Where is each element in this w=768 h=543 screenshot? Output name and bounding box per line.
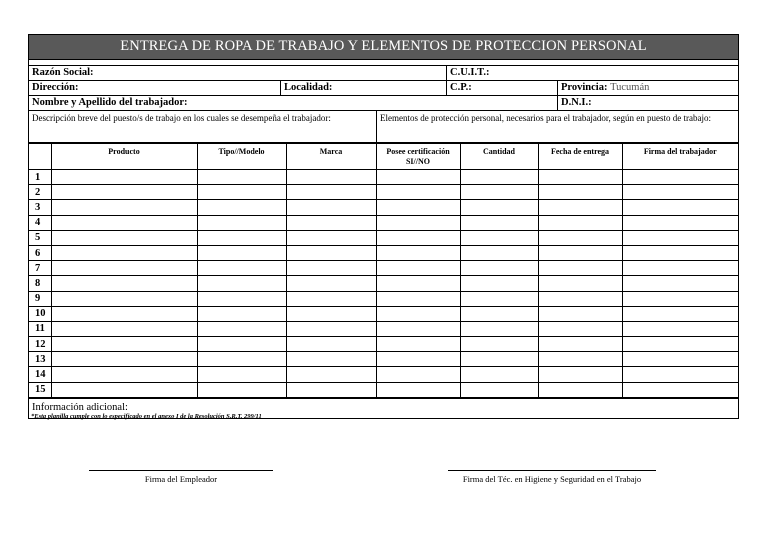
table-row <box>29 291 738 306</box>
cantidad-cell[interactable] <box>460 352 538 367</box>
producto-cell[interactable] <box>51 261 197 276</box>
certificacion-cell[interactable] <box>376 352 460 367</box>
marca-cell[interactable] <box>286 367 376 382</box>
cantidad-cell[interactable] <box>460 245 538 260</box>
header-tipo-modelo: Tipo//Modelo <box>197 144 286 170</box>
footnote: *Esta planilla cumple con lo especificado en el anexo I de la Resolución S.R.T. 299/11 <box>31 413 262 420</box>
tipo-modelo-cell[interactable] <box>197 261 286 276</box>
tipo-modelo-cell[interactable] <box>197 245 286 260</box>
tipo-modelo-cell[interactable] <box>197 170 286 185</box>
fecha-entrega-cell[interactable] <box>538 321 622 336</box>
table-row <box>29 245 738 260</box>
worker-name-field[interactable]: Nombre y Apellido del trabajador: <box>32 97 188 108</box>
tipo-modelo-cell[interactable] <box>197 367 286 382</box>
firma-trabajador-cell[interactable] <box>622 230 738 245</box>
provincia-label: Provincia: <box>561 82 608 93</box>
row-number: 12 <box>29 337 51 352</box>
row-descriptions <box>29 111 738 143</box>
cantidad-cell[interactable] <box>460 367 538 382</box>
fecha-entrega-cell[interactable] <box>538 245 622 260</box>
cantidad-cell[interactable] <box>460 185 538 200</box>
row-number: 14 <box>29 367 51 382</box>
certificacion-cell[interactable] <box>376 321 460 336</box>
tipo-modelo-cell[interactable] <box>197 215 286 230</box>
row-number: 1 <box>29 170 51 185</box>
row-number: 7 <box>29 261 51 276</box>
fecha-entrega-cell[interactable] <box>538 200 622 215</box>
row-number: 10 <box>29 306 51 321</box>
table-row <box>29 337 738 352</box>
header-cantidad: Cantidad <box>460 144 538 170</box>
firma-trabajador-cell[interactable] <box>622 291 738 306</box>
table-row <box>29 230 738 245</box>
marca-cell[interactable] <box>286 321 376 336</box>
table-row <box>29 200 738 215</box>
producto-cell[interactable] <box>51 291 197 306</box>
table-row <box>29 170 738 185</box>
firma-trabajador-cell[interactable] <box>622 352 738 367</box>
localidad-field[interactable]: Localidad: <box>280 81 446 95</box>
firma-trabajador-cell[interactable] <box>622 215 738 230</box>
technician-signature-line[interactable] <box>448 470 656 471</box>
ppe-required-field[interactable]: Elementos de protección personal, necesarios para el trabajador, según en puesto de trabajo: <box>376 111 738 142</box>
fecha-entrega-cell[interactable] <box>538 215 622 230</box>
marca-cell[interactable] <box>286 306 376 321</box>
table-row <box>29 367 738 382</box>
row-number: 8 <box>29 276 51 291</box>
razon-social-field[interactable]: Razón Social: <box>32 67 94 78</box>
row-address <box>29 81 738 96</box>
fecha-entrega-cell[interactable] <box>538 291 622 306</box>
firma-trabajador-cell[interactable] <box>622 261 738 276</box>
row-number: 9 <box>29 291 51 306</box>
cantidad-cell[interactable] <box>460 215 538 230</box>
firma-trabajador-cell[interactable] <box>622 276 738 291</box>
cuit-field[interactable]: C.U.I.T.: <box>446 66 738 80</box>
certificacion-cell[interactable] <box>376 170 460 185</box>
header-firma-trabajador: Firma del trabajador <box>622 144 738 170</box>
fecha-entrega-cell[interactable] <box>538 276 622 291</box>
producto-cell[interactable] <box>51 321 197 336</box>
firma-trabajador-cell[interactable] <box>622 245 738 260</box>
cantidad-cell[interactable] <box>460 170 538 185</box>
tipo-modelo-cell[interactable] <box>197 321 286 336</box>
dni-field[interactable]: D.N.I.: <box>557 96 738 110</box>
tipo-modelo-cell[interactable] <box>197 382 286 397</box>
table-row <box>29 352 738 367</box>
employer-signature-label: Firma del Empleador <box>144 474 218 484</box>
producto-cell[interactable] <box>51 352 197 367</box>
row-number: 3 <box>29 200 51 215</box>
tipo-modelo-cell[interactable] <box>197 352 286 367</box>
certificacion-cell[interactable] <box>376 261 460 276</box>
cantidad-cell[interactable] <box>460 276 538 291</box>
fecha-entrega-cell[interactable] <box>538 261 622 276</box>
marca-cell[interactable] <box>286 170 376 185</box>
cantidad-cell[interactable] <box>460 230 538 245</box>
tipo-modelo-cell[interactable] <box>197 291 286 306</box>
fecha-entrega-cell[interactable] <box>538 306 622 321</box>
header-marca: Marca <box>286 144 376 170</box>
firma-trabajador-cell[interactable] <box>622 170 738 185</box>
certificacion-cell[interactable] <box>376 367 460 382</box>
ppe-delivery-form <box>28 34 739 419</box>
certificacion-cell[interactable] <box>376 306 460 321</box>
certificacion-cell[interactable] <box>376 245 460 260</box>
marca-cell[interactable] <box>286 382 376 397</box>
table-row <box>29 215 738 230</box>
marca-cell[interactable] <box>286 245 376 260</box>
form-title: ENTREGA DE ROPA DE TRABAJO Y ELEMENTOS DE PROTECCION PERSONAL <box>29 35 738 60</box>
cantidad-cell[interactable] <box>460 337 538 352</box>
marca-cell[interactable] <box>286 276 376 291</box>
table-row <box>29 185 738 200</box>
table-header-row <box>29 144 738 170</box>
direccion-field[interactable]: Dirección: <box>32 82 79 93</box>
table-row <box>29 382 738 397</box>
producto-cell[interactable] <box>51 200 197 215</box>
certificacion-cell[interactable] <box>376 276 460 291</box>
row-number: 15 <box>29 382 51 397</box>
row-number: 2 <box>29 185 51 200</box>
certificacion-cell[interactable] <box>376 185 460 200</box>
cantidad-cell[interactable] <box>460 291 538 306</box>
marca-cell[interactable] <box>286 230 376 245</box>
header-producto: Producto <box>51 144 197 170</box>
marca-cell[interactable] <box>286 261 376 276</box>
employer-signature-line[interactable] <box>89 470 273 471</box>
fecha-entrega-cell[interactable] <box>538 230 622 245</box>
marca-cell[interactable] <box>286 185 376 200</box>
row-company <box>29 66 738 81</box>
certificacion-cell[interactable] <box>376 291 460 306</box>
producto-cell[interactable] <box>51 230 197 245</box>
tipo-modelo-cell[interactable] <box>197 306 286 321</box>
fecha-entrega-cell[interactable] <box>538 185 622 200</box>
producto-cell[interactable] <box>51 276 197 291</box>
firma-trabajador-cell[interactable] <box>622 200 738 215</box>
producto-cell[interactable] <box>51 215 197 230</box>
header-fecha-entrega: Fecha de entrega <box>538 144 622 170</box>
tipo-modelo-cell[interactable] <box>197 185 286 200</box>
producto-cell[interactable] <box>51 185 197 200</box>
producto-cell[interactable] <box>51 306 197 321</box>
cantidad-cell[interactable] <box>460 261 538 276</box>
additional-info-field[interactable]: Información adicional: <box>29 398 738 418</box>
cantidad-cell[interactable] <box>460 200 538 215</box>
producto-cell[interactable] <box>51 367 197 382</box>
table-row <box>29 276 738 291</box>
row-number: 5 <box>29 230 51 245</box>
row-number: 6 <box>29 245 51 260</box>
tipo-modelo-cell[interactable] <box>197 337 286 352</box>
tipo-modelo-cell[interactable] <box>197 230 286 245</box>
fecha-entrega-cell[interactable] <box>538 367 622 382</box>
job-description-field[interactable]: Descripción breve del puesto/s de trabajo en los cuales se desempeña el trabajador: <box>32 113 331 123</box>
certificacion-cell[interactable] <box>376 215 460 230</box>
producto-cell[interactable] <box>51 170 197 185</box>
table-row <box>29 261 738 276</box>
row-number: 11 <box>29 321 51 336</box>
fecha-entrega-cell[interactable] <box>538 382 622 397</box>
provincia-value: Tucumán <box>610 82 650 93</box>
firma-trabajador-cell[interactable] <box>622 367 738 382</box>
cantidad-cell[interactable] <box>460 382 538 397</box>
firma-trabajador-cell[interactable] <box>622 321 738 336</box>
row-worker <box>29 96 738 111</box>
producto-cell[interactable] <box>51 382 197 397</box>
certificacion-cell[interactable] <box>376 200 460 215</box>
header-number <box>29 144 51 170</box>
firma-trabajador-cell[interactable] <box>622 382 738 397</box>
marca-cell[interactable] <box>286 352 376 367</box>
producto-cell[interactable] <box>51 337 197 352</box>
firma-trabajador-cell[interactable] <box>622 337 738 352</box>
certificacion-cell[interactable] <box>376 337 460 352</box>
tipo-modelo-cell[interactable] <box>197 200 286 215</box>
certificacion-cell[interactable] <box>376 230 460 245</box>
fecha-entrega-cell[interactable] <box>538 352 622 367</box>
cp-field[interactable]: C.P.: <box>446 81 557 95</box>
technician-signature-label: Firma del Téc. en Higiene y Seguridad en el Trabajo <box>462 474 642 484</box>
producto-cell[interactable] <box>51 245 197 260</box>
delivery-table <box>29 143 738 398</box>
marca-cell[interactable] <box>286 200 376 215</box>
table-row <box>29 306 738 321</box>
fecha-entrega-cell[interactable] <box>538 170 622 185</box>
firma-trabajador-cell[interactable] <box>622 185 738 200</box>
table-row <box>29 321 738 336</box>
header-certificacion: Posee certificación SI//NO <box>376 144 460 170</box>
marca-cell[interactable] <box>286 215 376 230</box>
firma-trabajador-cell[interactable] <box>622 306 738 321</box>
cantidad-cell[interactable] <box>460 321 538 336</box>
certificacion-cell[interactable] <box>376 382 460 397</box>
marca-cell[interactable] <box>286 337 376 352</box>
marca-cell[interactable] <box>286 291 376 306</box>
row-number: 13 <box>29 352 51 367</box>
row-number: 4 <box>29 215 51 230</box>
tipo-modelo-cell[interactable] <box>197 276 286 291</box>
cantidad-cell[interactable] <box>460 306 538 321</box>
fecha-entrega-cell[interactable] <box>538 337 622 352</box>
provincia-field[interactable] <box>557 81 738 95</box>
